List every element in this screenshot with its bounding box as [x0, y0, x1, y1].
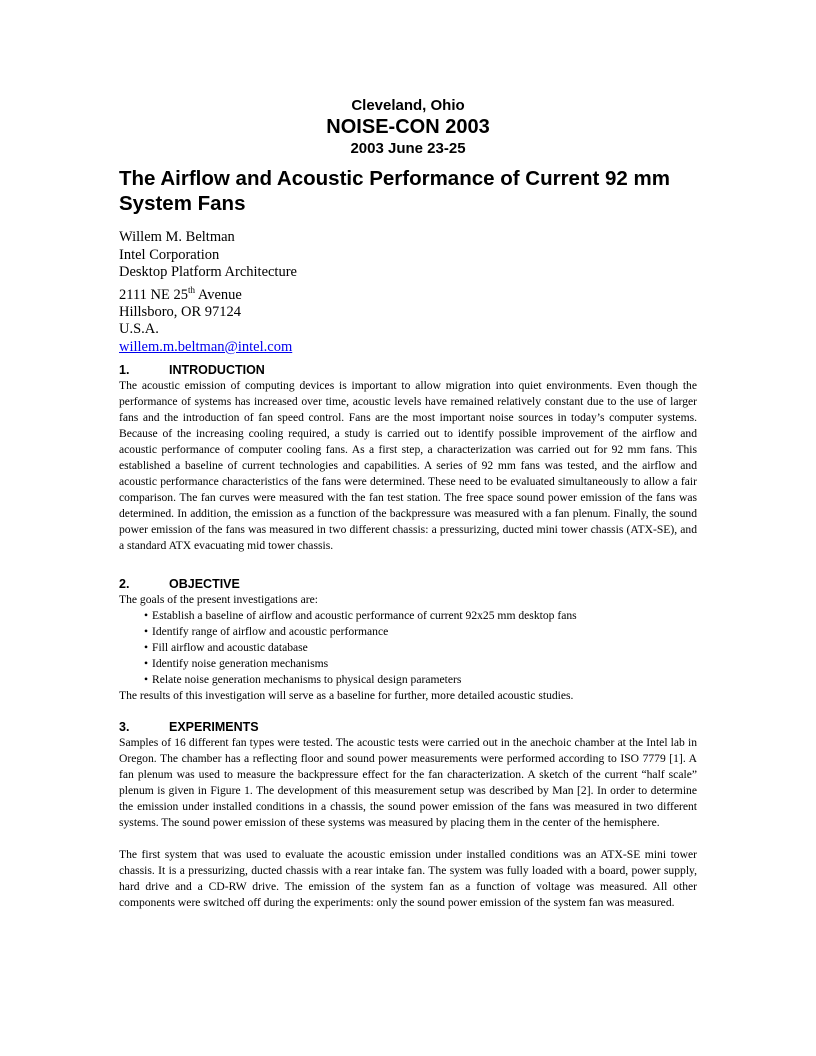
conference-date: 2003 June 23-25 [350, 140, 466, 157]
list-item-text: Relate noise generation mechanisms to physical design parameters [152, 673, 462, 686]
list-item-text: Identify noise generation mechanisms [152, 657, 329, 670]
list-item-text: Identify range of airflow and acoustic performance [152, 625, 389, 638]
section-heading [119, 363, 697, 378]
street-number: 2111 NE 25 [119, 286, 189, 303]
bullet-icon: • [144, 657, 149, 670]
author-block [119, 229, 719, 356]
section-title: INTRODUCTION [169, 363, 265, 377]
section-outro-text: The results of this investigation will serve as a baseline for further, more detailed acoustic studies. [119, 689, 574, 702]
author-country: U.S.A. [119, 321, 159, 338]
list-item-text: Establish a baseline of airflow and acoustic performance of current 92x25 mm desktop fans [152, 609, 577, 622]
street-name: Avenue [195, 286, 242, 303]
list-item [119, 656, 697, 672]
section-number: 2. [119, 577, 130, 591]
list-item-text: Fill airflow and acoustic database [152, 641, 308, 654]
paper-title: The Airflow and Acoustic Performance of Current 92 mm System Fans [119, 167, 670, 215]
author-company: Intel Corporation [119, 246, 220, 263]
list-item [119, 624, 697, 640]
section-paragraph: Samples of 16 different fan types were tested. The acoustic tests were carried out in the anechoic chamber at the Intel lab in Oregon. The chamber has a reflecting floor and sound power measurements were performed according to ISO 7779 [1]. A fan plenum was used to measure the backpressure effect for the fan characterization. A sketch of the current “half scale” plenum is given in Figure 1. The development of this measurement setup was described by Man [2]. In order to determine the emission under installed conditions in a chassis, the sound power emission of the fans was measured in two different systems. The sound power emission of these systems was measured by placing them in the center of the hemisphere. [119, 736, 697, 829]
section-introduction [119, 363, 697, 554]
author-street [119, 282, 719, 304]
author-city: Hillsboro, OR 97124 [119, 303, 242, 320]
section-body: The acoustic emission of computing devices is important to allow migration into quiet environments. Even though the performance of systems has increased over time, acoustic levels have remained relatively constant due to the use of larger fans and the introduction of fan speed control. Fans are the most important noise sources in today’s computer systems. Because of the increasing cooling required, a study is carried out to identify possible improvement of the airflow and acoustic performance of computer cooling fans. As a first step, a characterization was carried out for 92 mm fans. This established a baseline of current technologies and capabilities. A series of 92 mm fans was tested, and the airflow and acoustic performance characteristics of the fans were determined. These need to be evaluated simultaneously to allow a fair comparison. The fan curves were measured with the fan test station. The free space sound power emission of the fans was determined. In addition, the emission as a function of the backpressure was measured with a fan plenum. Finally, the sound power emission of the fans was measured in two different chassis: a pressurizing, ducted mini tower chassis (ATX-SE), and a standard ATX evacuating mid tower chassis. [119, 379, 697, 552]
author-name: Willem M. Beltman [119, 229, 235, 245]
list-item [119, 608, 697, 624]
section-intro-text: The goals of the present investigations are: [119, 593, 318, 606]
conference-name: NOISE-CON 2003 [326, 116, 490, 138]
section-paragraph: The first system that was used to evaluate the acoustic emission under installed conditions was an ATX-SE mini tower chassis. It is a pressurizing, ducted chassis with a rear intake fan. The system was fully loaded with a board, power supply, hard drive and a CD-RW drive. The emission of the system fan as a function of voltage was measured. All other components were switched off during the experiments: only the sound power emission of the system fan was measured. [119, 848, 697, 909]
section-heading [119, 720, 697, 735]
bullet-icon: • [144, 625, 149, 638]
section-number: 3. [119, 720, 130, 734]
bullet-icon: • [144, 609, 149, 622]
goals-list [119, 608, 697, 688]
list-item [119, 640, 697, 656]
author-email-link[interactable]: willem.m.beltman@intel.com [119, 338, 293, 355]
section-title: EXPERIMENTS [169, 720, 259, 734]
list-item [119, 672, 697, 688]
section-number: 1. [119, 363, 130, 377]
section-heading [119, 577, 697, 592]
bullet-icon: • [144, 673, 149, 686]
author-department: Desktop Platform Architecture [119, 264, 297, 280]
section-objective [119, 577, 697, 704]
bullet-icon: • [144, 641, 149, 654]
section-experiments [119, 720, 697, 911]
conference-city: Cleveland, Ohio [351, 97, 465, 114]
street-ordinal: th [188, 284, 196, 295]
section-title: OBJECTIVE [169, 577, 240, 591]
conference-header [0, 97, 816, 158]
